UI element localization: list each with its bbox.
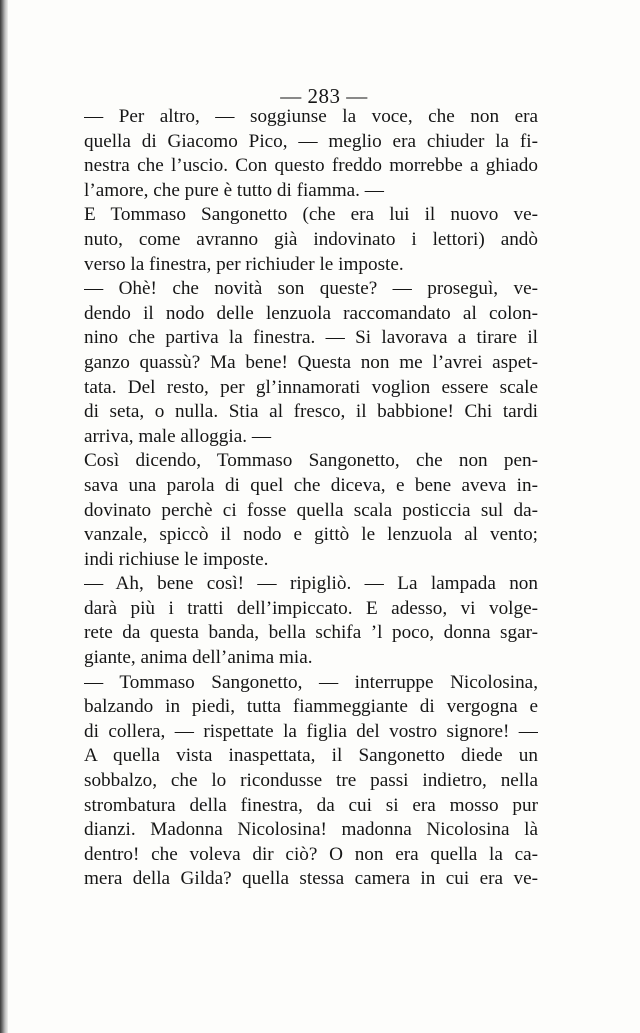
text-line: di seta, o nulla. Stia al fresco, il babbione! Chi tardi: [84, 401, 538, 423]
text-line: l’amore, che pure è tutto di fiamma. —: [84, 179, 384, 201]
text-line: nuto, come avranno già indovinato i lettori) andò: [84, 228, 538, 250]
text-line: nino che partiva la finestra. — Si lavorava a tirare il: [84, 327, 538, 349]
text-line: dovinato perchè ci fosse quella scala posticcia sul da-: [84, 499, 538, 521]
text-line: verso la finestra, per richiuder le imposte.: [84, 253, 404, 275]
text-line: sava una parola di quel che diceva, e bene aveva in-: [84, 474, 538, 496]
text-line: indi richiuse le imposte.: [84, 548, 269, 570]
text-line: nestra che l’uscio. Con questo freddo morrebbe a ghiado: [84, 155, 538, 177]
text-line: — Ah, bene così! — ripigliò. — La lampada non: [84, 573, 538, 595]
text-line: dendo il nodo delle lenzuola raccomandato al colon-: [84, 302, 538, 324]
text-line: giante, anima dell’anima mia.: [84, 647, 313, 669]
text-line: dentro! che voleva dir ciò? O non era quella la ca-: [84, 843, 538, 865]
text-line: — Per altro, — soggiunse la voce, che non era: [84, 106, 538, 127]
text-line: A quella vista inaspettata, il Sangonetto diede un: [84, 745, 538, 767]
text-line: mera della Gilda? quella stessa camera in cui era ve-: [84, 868, 538, 890]
text-line: strombatura della finestra, da cui si era mosso pur: [84, 794, 538, 816]
text-line: quella di Giacomo Pico, — meglio era chiuder la fi-: [84, 130, 538, 152]
text-line: balzando in piedi, tutta fiammeggiante di vergogna e: [84, 696, 538, 718]
body-text: [84, 105, 538, 892]
text-line: di collera, — rispettate la figlia del vostro signore! —: [84, 720, 538, 742]
page-edge: [0, 0, 8, 1033]
text-line: dianzi. Madonna Nicolosina! madonna Nicolosina là: [84, 819, 538, 841]
text-line: E Tommaso Sangonetto (che era lui il nuovo ve-: [84, 204, 538, 226]
text-line: Così dicendo, Tommaso Sangonetto, che non pen-: [84, 450, 538, 472]
text-line: — Ohè! che novità son queste? — proseguì, ve-: [84, 278, 538, 300]
text-line: — Tommaso Sangonetto, — interruppe Nicolosina,: [84, 671, 538, 693]
text-line: darà più i tratti dell’impiccato. E adesso, vi volge-: [84, 597, 538, 619]
page-number: — 283 —: [280, 84, 368, 108]
text-line: tata. Del resto, per gl’innamorati voglion essere scale: [84, 376, 538, 398]
text-line: vanzale, spiccò il nodo e gittò le lenzuola al vento;: [84, 524, 538, 546]
text-line: ganzo quassù? Ma bene! Questa non me l’avrei aspet-: [84, 351, 538, 373]
text-line: rete da questa banda, bella schifa ’l poco, donna sgar-: [84, 622, 538, 644]
text-line: arriva, male alloggia. —: [84, 425, 272, 447]
text-line: sobbalzo, che lo ricondusse tre passi indietro, nella: [84, 770, 538, 792]
book-page: [8, 0, 640, 1033]
